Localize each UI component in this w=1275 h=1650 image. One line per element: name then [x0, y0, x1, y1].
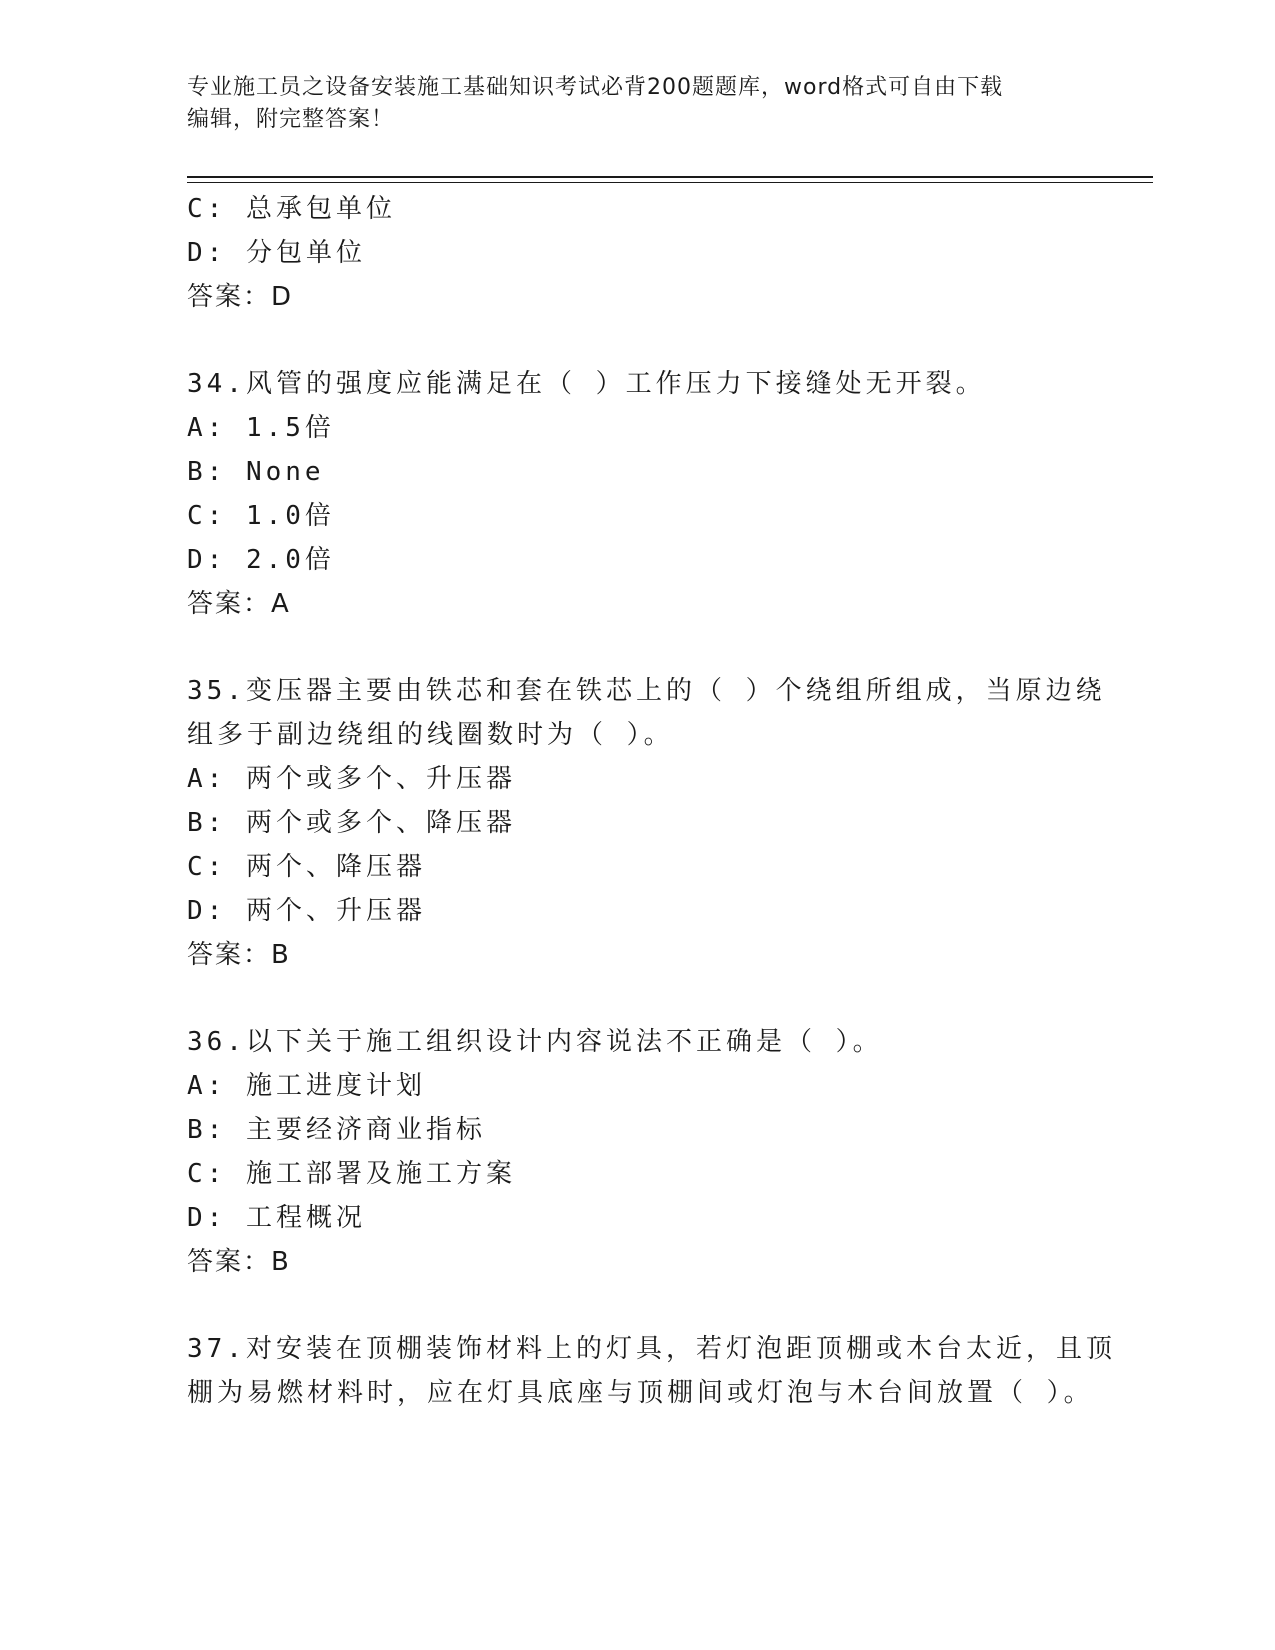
- q35-stem-line-2: 组多于副边绕组的线圈数时为（ ）。: [187, 720, 674, 750]
- q34-option-d: D: 2.0倍: [187, 545, 335, 575]
- q35-option-b: B: 两个或多个、降压器: [187, 808, 516, 838]
- q36-option-a: A: 施工进度计划: [187, 1071, 426, 1101]
- q37-stem-line-1: 37.对安装在顶棚装饰材料上的灯具，若灯泡距顶棚或木台太近，且顶: [187, 1334, 1116, 1364]
- q33-answer: 答案：D: [187, 282, 294, 312]
- header-line-1: 专业施工员之设备安装施工基础知识考试必背200题题库，word格式可自由下载: [187, 75, 1004, 100]
- q33-option-c: C: 总承包单位: [187, 194, 396, 224]
- q34-option-c: C: 1.0倍: [187, 501, 335, 531]
- q34-option-b: B: None: [187, 457, 325, 487]
- q35-answer: 答案：B: [187, 940, 291, 970]
- header-divider-thick: [187, 176, 1153, 178]
- q34-stem: 34.风管的强度应能满足在（ ）工作压力下接缝处无开裂。: [187, 369, 986, 399]
- q36-option-b: B: 主要经济商业指标: [187, 1115, 486, 1145]
- q34-option-a: A: 1.5倍: [187, 413, 335, 443]
- q35-option-a: A: 两个或多个、升压器: [187, 764, 516, 794]
- q34-answer: 答案：A: [187, 589, 291, 619]
- q35-option-c: C: 两个、降压器: [187, 852, 426, 882]
- q36-answer: 答案：B: [187, 1247, 291, 1277]
- q37-stem-line-2: 棚为易燃材料时，应在灯具底座与顶棚间或灯泡与木台间放置（ ）。: [187, 1378, 1094, 1408]
- document-header: [187, 72, 1087, 136]
- q33-option-d: D: 分包单位: [187, 238, 366, 268]
- q35-option-d: D: 两个、升压器: [187, 896, 426, 926]
- q36-option-c: C: 施工部署及施工方案: [187, 1159, 516, 1189]
- q35-stem-line-1: 35.变压器主要由铁芯和套在铁芯上的（ ）个绕组所组成，当原边绕: [187, 676, 1106, 706]
- header-divider-thin: [187, 182, 1153, 183]
- q36-option-d: D: 工程概况: [187, 1203, 366, 1233]
- header-line-2: 编辑，附完整答案！: [187, 107, 395, 132]
- q36-stem: 36.以下关于施工组织设计内容说法不正确是（ ）。: [187, 1027, 883, 1057]
